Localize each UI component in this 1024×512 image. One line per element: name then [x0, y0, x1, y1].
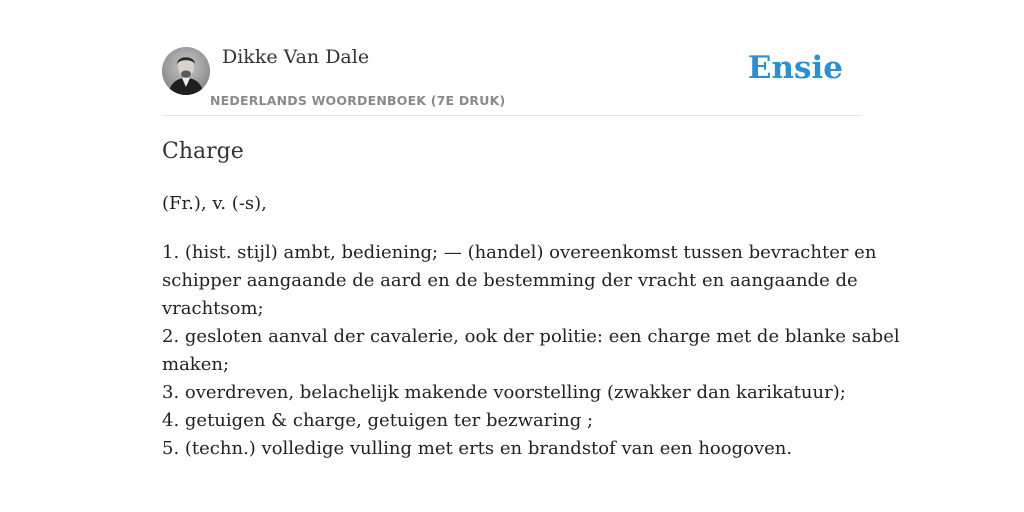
definition-line: 2. gesloten aanval der cavalerie, ook der politie: een charge met de blanke sabel [162, 326, 900, 347]
author-portrait-icon [162, 47, 210, 95]
definition-line: 4. getuigen & charge, getuigen ter bezwaring ; [162, 410, 594, 431]
definition-line: 1. (hist. stijl) ambt, bediening; — (handel) overeenkomst tussen bevrachter en [162, 242, 877, 263]
definition-line: 3. overdreven, belachelijk makende voorstelling (zwakker dan karikatuur); [162, 382, 846, 403]
entry-title: Charge [162, 139, 244, 164]
definition-line: 5. (techn.) volledige vulling met erts en brandstof van een hoogoven. [162, 438, 793, 459]
entry-etymology: (Fr.), v. (-s), [162, 193, 267, 214]
definition-line: maken; [162, 354, 230, 375]
author-name[interactable]: Dikke Van Dale [222, 46, 370, 68]
author-avatar[interactable] [162, 47, 210, 95]
definition-line: vrachtsom; [162, 298, 264, 319]
entry-definitions [162, 239, 900, 463]
definition-line: schipper aangaande de aard en de bestemming der vracht en aangaande de [162, 270, 858, 291]
entry-header [162, 44, 862, 116]
brand-logo-link[interactable]: Ensie [747, 50, 843, 86]
source-label[interactable]: NEDERLANDS WOORDENBOEK (7E DRUK) [210, 93, 506, 108]
